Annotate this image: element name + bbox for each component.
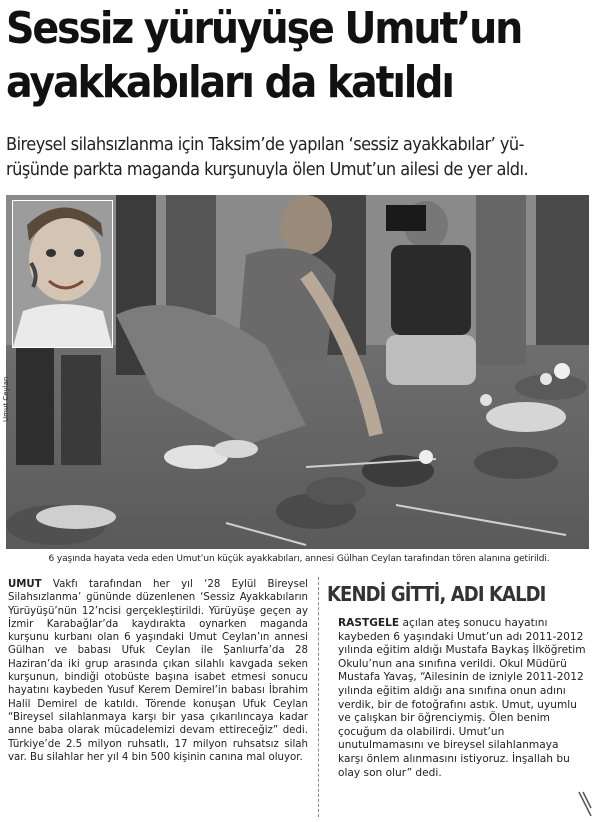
sidebar-body	[338, 617, 586, 780]
inset-portrait	[12, 200, 113, 348]
child-portrait-illustration	[13, 201, 112, 347]
crop-mark-icon	[577, 790, 593, 818]
inset-credit-text: Umut Ceylan	[2, 376, 10, 422]
sidebar-lead-word: RASTGELE	[338, 617, 400, 629]
headline-line-2: ayakkabıları da katıldı	[6, 57, 453, 108]
spot-line-1: Bireysel silahsızlanma için Taksim’de yapılan ‘sessiz ayakkabılar’ yü-	[6, 134, 524, 155]
article-text: Vakfı tarafından her yıl ‘28 Eylül Bireysel Silahsızlanma’ gününde düzenlenen ‘Sessiz Ayakkabıların Yürüyüşü’nün 12’ncisi gerçekleştirildi. Yürüyüşe geçen ay İzmir Karabağlar’da kaydırakta oynarken maganda kurşunu kurbanı olan 6 yaşındaki Umut Ceylan’ın annesi Gülhan ve babası Ufuk Ceylan ile Şanlıurfa’da 28 Haziran’da iki grup arasında çıkan silahlı kavgada seken kurşunun, bindiği otobüste başına isabet etmesi sonucu hayatını kaybeden Yusuf Kerem Demirel’in babası İbrahim Halil Demirel de katıldı. Törende konuşan Ufuk Ceylan “Bireysel silahlanmaya karşı bir yasa çıkarılıncaya kadar anne baba olarak mücadelemizi devam ettireceğiz” dedi. Türkiye’de 2.5 milyon ruhsatlı, 17 milyon ruhsatsız silah var. Bu silahlar her yıl 4 bin 500 kişinin canına mal oluyor.	[8, 579, 308, 763]
inset-credit	[0, 350, 10, 430]
headline-line-1: Sessiz yürüyüşe Umut’un	[6, 3, 522, 54]
spot-text	[6, 132, 537, 182]
sidebar-title: KENDİ GİTTİ, ADI KALDI	[327, 582, 546, 606]
article-lead-word: UMUT	[8, 579, 42, 590]
headline	[6, 2, 533, 110]
corner-crop-mark	[577, 790, 593, 818]
spot-line-2: rüşünde parkta maganda kurşunuyla ölen Umut’un ailesi de yer aldı.	[6, 159, 529, 180]
sidebar-text: açılan ateş sonucu hayatını kaybeden 6 yaşındaki Umut’un adı 2011-2012 yılında eğitim aldığı Mustafa Baykaş İlköğretim Okulu’nun ana sınıfına verildi. Okul Müdürü Mustafa Yavaş, “Ailesinin de izniyle 2011-2012 yılında eğitim aldığı ana sınıfına onun adını verdik, bir de fotoğrafını astık. Umut, uyumlu ve çalışkan bir öğrenciymiş. Ölen benim çocuğum da olabilirdi. Umut’un unutulmamasını ve bireysel silahlanmaya karşı önlem alınmasını istiyoruz. İnşallah bu olay son olur” dedi.	[338, 617, 586, 779]
photo-caption: 6 yaşında hayata veda eden Umut’un küçük ayakkabıları, annesi Gülhan Ceylan tarafından tören alanına getirildi.	[48, 554, 550, 564]
article-body	[8, 578, 308, 764]
